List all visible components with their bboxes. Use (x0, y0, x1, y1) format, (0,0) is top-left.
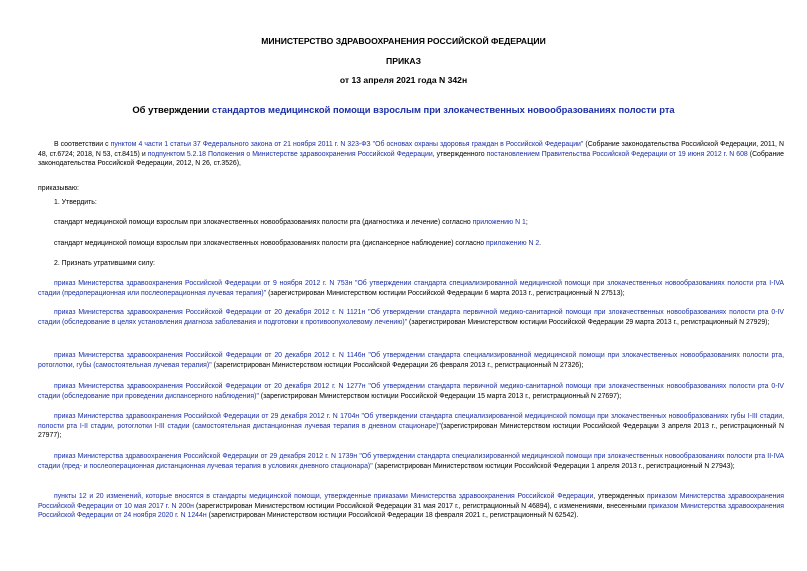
doc-date-number: от 13 апреля 2021 года N 342н (339, 75, 468, 85)
paragraph-text: (зарегистрирован Министерством юстиции Российской Федерации 26 февраля 2013 г., регистрационный N 27326); (211, 361, 584, 369)
title-prefix: Об утверждении (132, 104, 213, 115)
order-word (38, 184, 784, 194)
document-link[interactable]: приказ Министерства здравоохранения Российской Федерации от 20 декабря 2012 г. N 1146н "Об утверждении стандарта специализированной медицинской помощи при злокачественных новообразованиях полости рта, ротоглотки, губы (самостоятельная лучевая терапия)" (38, 352, 784, 369)
paragraph-text: , утвержденного (432, 150, 487, 158)
repealed-items-12-20 (38, 492, 784, 521)
document-link[interactable]: приложению N 2 (486, 240, 540, 247)
repealed-order-1704n (38, 412, 784, 441)
document-link[interactable]: приложению N 1 (472, 219, 526, 226)
document-title (0, 104, 807, 116)
paragraph-text: (зарегистрирован Министерством юстиции Российской Федерации 6 марта 2013 г., регистрационный N 27513); (266, 289, 625, 297)
document-link[interactable]: приказом Министерства здравоохранения Российской Федерации от 24 ноября 2020 г. N 1244н (38, 502, 784, 520)
document-link[interactable]: приказ Министерства здравоохранения Российской Федерации от 9 ноября 2012 г. N 753н "Об утверждении стандарта специализированной медицинской помощи при злокачественных новообразованиях полости рта I-IVA стадии (предоперационная или послеоперационная лучевая терапия)" (38, 280, 784, 297)
paragraph-text: (Собрание законодательства Российской Федерации, 2011, N 48, ст.6724; 2018, N 53, ст.8415) и (38, 141, 784, 158)
preamble-paragraph (38, 140, 784, 169)
paragraph-text: (зарегистрирован Министерством юстиции Российской Федерации 3 апреля 2013 г., регистрационный N 27977); (38, 422, 785, 440)
paragraph-text: В соответствии с (54, 141, 111, 148)
document-link[interactable]: пункты 12 и 20 изменений, которые вносятся в стандарты медицинской помощи, утвержденные приказами Министерства здравоохранения Российской Федерации (54, 493, 594, 500)
paragraph-text: стандарт медицинской помощи взрослым при злокачественных новообразованиях полости рта (диспансерное наблюдение) согласно (54, 240, 486, 247)
paragraph-text: (зарегистрирован Министерством юстиции Российской Федерации 1 апреля 2013 г., регистрационный N 27943); (372, 462, 735, 470)
paragraph-text: ; (525, 219, 528, 226)
repealed-order-753n (38, 279, 784, 298)
approve-standard-1 (38, 218, 784, 228)
document-link[interactable]: подпунктом 5.2.18 Положения о Министерстве здравоохранения Российской Федерации (147, 150, 433, 158)
paragraph-text: приказываю: (38, 185, 79, 192)
document-link[interactable]: приказ Министерства здравоохранения Российской Федерации от 29 декабря 2012 г. N 1739н "Об утверждении стандарта специализированной медицинской помощи при злокачественных новообразованиях полости рта II-IVA стадии (пред- и послеоперационная дистанционная лучевая терапия в условиях дневного стационара)" (38, 453, 784, 470)
document-link[interactable]: приказ Министерства здравоохранения Российской Федерации от 29 декабря 2012 г. N 1704н "Об утверждении стандарта специализированной медицинской помощи при злокачественных новообразованиях губы I-III стадии, полости рта I-II стадии, ротоглотки I-III стадии (самостоятельная дистанционная лучевая терапия в дневном стационаре)" (38, 413, 784, 430)
paragraph-text: стандарт медицинской помощи взрослым при злокачественных новообразованиях полости рта (диагностика и лечение) согласно (54, 219, 473, 226)
paragraph-text: (зарегистрирован Министерством юстиции Российской Федерации 15 марта 2013 г., регистрационный N 27697); (258, 392, 622, 400)
repealed-order-1739n (38, 452, 784, 471)
item-1-heading (38, 198, 784, 208)
paragraph-text: . (539, 240, 542, 247)
doc-type-heading: ПРИКАЗ (386, 56, 421, 66)
document-link[interactable]: приказ Министерства здравоохранения Российской Федерации от 20 декабря 2012 г. N 1121н "Об утверждении стандарта первичной медико-санитарной помощи при злокачественных новообразованиях полости рта 0-IV стадии (обследование в целях установления диагноза заболевания и подготовки к противоопухолевому лечению)" (38, 309, 784, 326)
ministry-heading: МИНИСТЕРСТВО ЗДРАВООХРАНЕНИЯ РОССИЙСКОЙ ФЕДЕРАЦИИ (261, 36, 546, 46)
document-link[interactable]: постановлением Правительства Российской Федерации от 19 июня 2012 г. N 608 (486, 150, 748, 158)
paragraph-text: (зарегистрирован Министерством юстиции Российской Федерации 31 мая 2017 г., регистрационный N 46894), с изменениями, внесенными (193, 502, 649, 510)
paragraph-text: , утвержденных (593, 493, 648, 500)
item-2-heading (38, 259, 784, 269)
title-link[interactable]: стандартов медицинской помощи взрослым при злокачественных новообразованиях полости рта (212, 104, 675, 115)
repealed-order-1277n (38, 382, 784, 401)
paragraph-text: (зарегистрирован Министерством юстиции Российской Федерации 29 марта 2013 г., регистрационный N 27929); (407, 318, 770, 326)
document-link[interactable]: приказ Министерства здравоохранения Российской Федерации от 20 декабря 2012 г. N 1277н "Об утверждении стандарта первичной медико-санитарной помощи при злокачественных новообразованиях полости рта 0-IV стадии (обследование при проведении диспансерного наблюдения)" (38, 383, 784, 400)
paragraph-text: 2. Признать утратившими силу: (54, 260, 155, 267)
paragraph-text: (Собрание законодательства Российской Федерации, 2012, N 26, ст.3526), (38, 150, 784, 168)
repealed-order-1121n (38, 308, 784, 327)
document-link[interactable]: пунктом 4 части 1 статьи 37 Федерального закона от 21 ноября 2011 г. N 323-ФЗ "Об основах охраны здоровья граждан в Российской Федерации" (110, 141, 584, 148)
paragraph-text: 1. Утвердить: (54, 199, 97, 206)
document-link[interactable]: приказом Министерства здравоохранения Российской Федерации от 10 мая 2017 г. N 200н (38, 493, 784, 510)
paragraph-text: (зарегистрирован Министерством юстиции Российской Федерации 18 февраля 2021 г., регистрационный N 62542). (206, 512, 579, 520)
repealed-order-1146n (38, 351, 784, 370)
approve-standard-2 (38, 239, 784, 249)
